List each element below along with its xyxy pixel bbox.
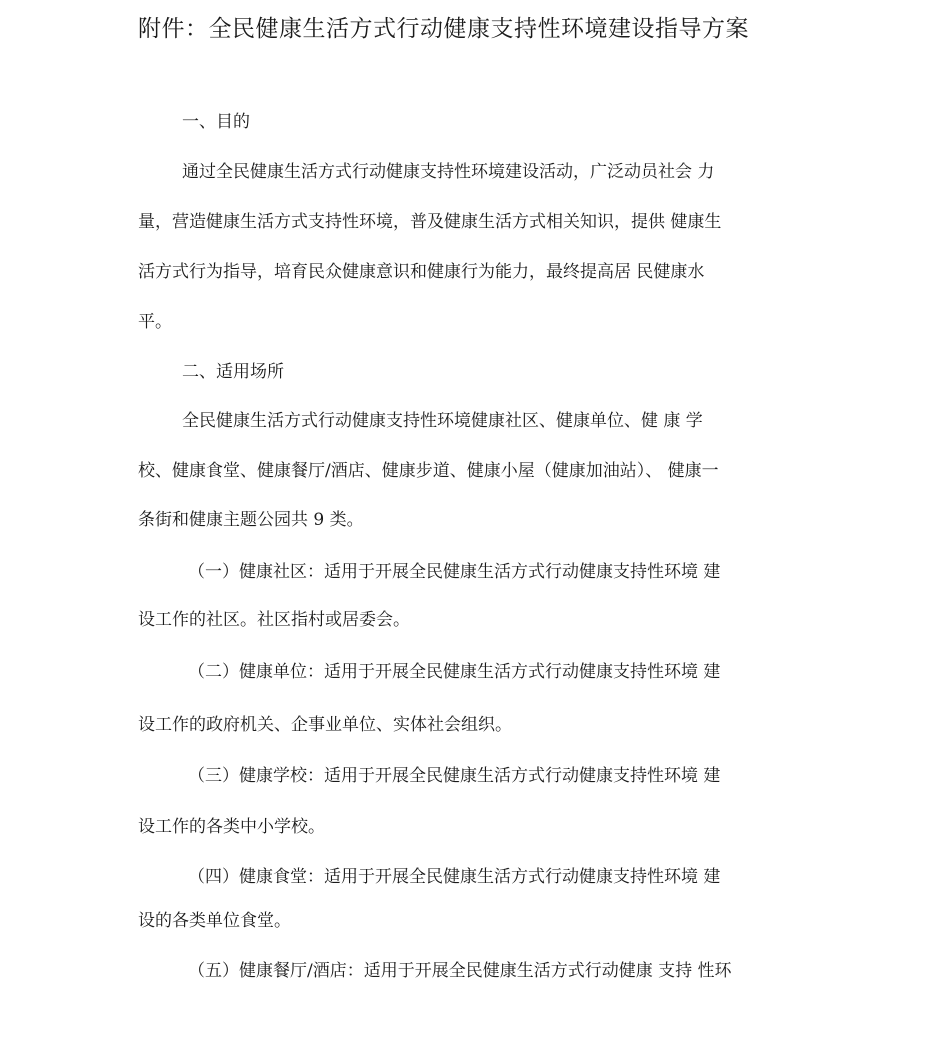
list-item-canteen: （四）健康食堂：适用于开展全民健康生活方式行动健康支持性环境 建 [188,867,721,887]
paragraph-line: 设的各类单位食堂。 [138,911,291,931]
list-item-community: （一）健康社区：适用于开展全民健康生活方式行动健康支持性环境 建 [188,562,721,582]
paragraph-line: 设工作的社区。社区指村或居委会。 [138,610,410,630]
list-item-restaurant: （五）健康餐厅/酒店：适用于开展全民健康生活方式行动健康 支持 性环 [188,961,732,981]
paragraph-line: 设工作的各类中小学校。 [138,817,325,837]
paragraph-line: 量，营造健康生活方式支持性环境，普及健康生活方式相关知识，提供 健康生 [138,212,722,232]
paragraph-line: 设工作的政府机关、企事业单位、实体社会组织。 [138,715,512,735]
paragraph-line: 活方式行为指导，培育民众健康意识和健康行为能力，最终提高居 民健康水 [138,262,705,282]
document-title: 附件：全民健康生活方式行动健康支持性环境建设指导方案 [138,16,749,42]
section-heading-venues: 二、适用场所 [182,362,284,382]
list-item-unit: （二）健康单位：适用于开展全民健康生活方式行动健康支持性环境 建 [188,662,721,682]
paragraph-line: 校、健康食堂、健康餐厅/酒店、健康步道、健康小屋（健康加油站）、 健康一 [138,461,719,481]
paragraph-line: 通过全民健康生活方式行动健康支持性环境建设活动，广泛动员社会 力 [182,162,715,182]
list-item-school: （三）健康学校：适用于开展全民健康生活方式行动健康支持性环境 建 [188,766,721,786]
section-heading-purpose: 一、目的 [182,112,250,132]
paragraph-line: 平。 [138,312,172,332]
paragraph-line: 条街和健康主题公园共 9 类。 [138,510,364,530]
paragraph-line: 全民健康生活方式行动健康支持性环境健康社区、健康单位、健 康 学 [182,411,703,431]
